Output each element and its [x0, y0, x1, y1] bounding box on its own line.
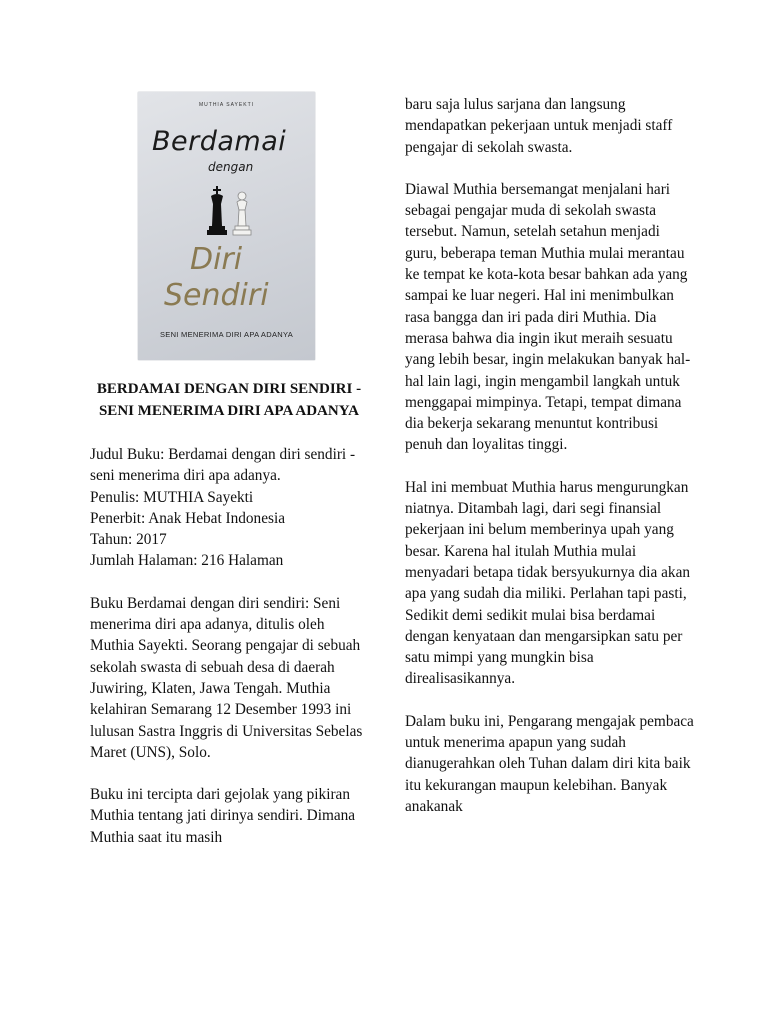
- meta-halaman: Jumlah Halaman: 216 Halaman: [90, 552, 284, 570]
- cover-title-sendiri: Sendiri: [164, 278, 269, 313]
- paragraph: Diawal Muthia bersemangat menjalani hari sebagai pengajar muda di sekolah swasta tersebut. Namun, setelah setahun menjadi guru, beberapa teman Muthia mulai merantau ke tempat ke kota-kota besar bahkan ada yang sampai ke luar negeri. Hal ini menimbulkan rasa bangga dan iri pada diri Muthia. Dia merasa bahwa dia ingin ikut meraih sesuatu yang lebih besar, ingin melakukan banyak hal-hal lain lagi, ingin mengambil langkah untuk menggapai mimpinya. Tetapi, tempat dimana dia bekerja sekarang menuntut kontribusi penuh dan loyalitas tinggi.: [405, 180, 691, 454]
- paragraph: Dalam buku ini, Pengarang mengajak pembaca untuk menerima apapun yang sudah dianugerahkan oleh Tuhan dalam diri kita baik itu kekurangan maupun kelebihan. Banyak anakanak: [405, 712, 694, 815]
- book-cover: [138, 92, 315, 360]
- paragraph: baru saja lulus sarjana dan langsung mendapatkan pekerjaan untuk menjadi staff pengajar di sekolah swasta.: [405, 96, 673, 156]
- paragraph: Hal ini membuat Muthia harus mengurungkan niatnya. Ditambah lagi, dari segi finansial pekerjaan ini belum memberinya upah yang besar. Karena hal itulah Muthia mulai menyadari betapa tidak bersyukurnya dia akan apa yang sudah dia miliki. Perlahan tapi pasti, Sedikit demi sedikit mulai bisa berdamai dengan kenyataan dan mengarsipkan satu per satu mimpi yang mungkin bisa direalisasikannya.: [405, 478, 691, 688]
- meta-penulis: Penulis: MUTHIA Sayekti: [90, 488, 254, 506]
- chess-pieces-icon: [200, 184, 260, 244]
- cover-title-dengan: dengan: [208, 160, 254, 174]
- meta-judul: Judul Buku: Berdamai dengan diri sendiri - seni menerima diri apa adanya.: [90, 446, 356, 485]
- cover-title-diri: Diri: [190, 242, 243, 277]
- page-title: BERDAMAI DENGAN DIRI SENDIRI - SENI MENERIMA DIRI APA ADANYA: [96, 381, 362, 419]
- right-column: [405, 94, 695, 817]
- left-column: [90, 92, 368, 848]
- cover-author: MUTHIA SAYEKTI: [198, 102, 255, 108]
- paragraph: Buku ini tercipta dari gejolak yang pikiran Muthia tentang jati dirinya sendiri. Dimana Muthia saat itu masih: [90, 786, 356, 846]
- book-metadata: [90, 444, 368, 572]
- paragraph: Buku Berdamai dengan diri sendiri: Seni menerima diri apa adanya, ditulis oleh Muthia Sayekti. Seorang pengajar di sebuah sekolah swasta di sebuah desa di daerah Juwiring, Klaten, Jawa Tengah. Muthia kelahiran Semarang 12 Desember 1993 ini lulusan Sastra Inggris di Universitas Sebelas Maret (UNS), Solo.: [90, 594, 363, 761]
- cover-subtitle: SENI MENERIMA DIRI APA ADANYA: [159, 330, 294, 339]
- meta-penerbit: Penerbit: Anak Hebat Indonesia: [90, 509, 285, 527]
- cover-title-berdamai: Berdamai: [152, 126, 287, 157]
- meta-tahun: Tahun: 2017: [90, 531, 167, 549]
